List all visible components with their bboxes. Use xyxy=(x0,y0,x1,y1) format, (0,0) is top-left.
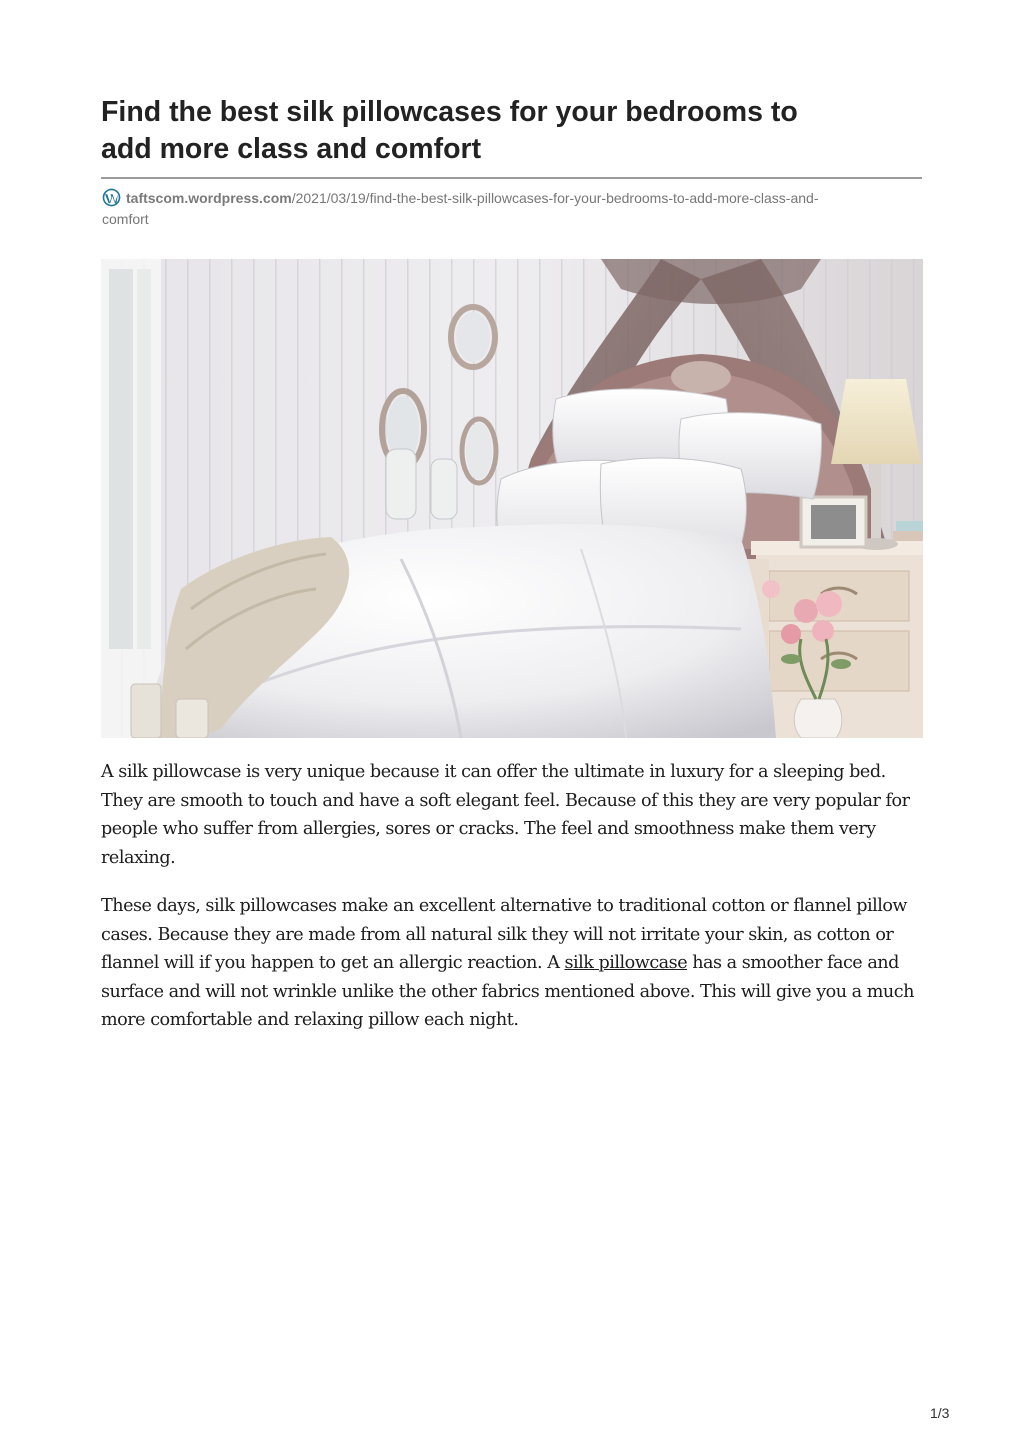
source-domain[interactable]: taftscom.wordpress.com xyxy=(126,190,292,206)
article-title-line-2: add more class and comfort xyxy=(101,133,482,165)
source-url[interactable] xyxy=(102,188,922,230)
title-divider xyxy=(101,177,922,179)
paragraph-2 xyxy=(101,892,923,1035)
bedroom-photo xyxy=(101,259,923,738)
paragraph-2-text-before-link: These days, silk pillowcases make an excellent alternative to traditional cotton or flannel pillow cases. Because they are made from all natural silk they will not irritate your skin, as cotton or flannel will if you happen to get an allergic reaction. A xyxy=(101,896,907,973)
article-title xyxy=(101,94,921,168)
source-path[interactable]: /2021/03/19/find-the-best-silk-pillowcases-for-your-bedrooms-to-add-more-class-and- xyxy=(291,190,819,206)
silk-pillowcase-link[interactable]: silk pillowcase xyxy=(564,953,688,973)
wordpress-icon xyxy=(102,188,121,207)
page-number: 1/3 xyxy=(930,1405,950,1421)
paragraph-2-text-after-link: has a smoother face and surface and will not wrinkle unlike the other fabrics mentioned above. This will give you a much more comfortable and relaxing pillow each night. xyxy=(101,953,914,1030)
article-title-line-1: Find the best silk pillowcases for your bedrooms to xyxy=(101,96,798,128)
paragraph-1: A silk pillowcase is very unique because it can offer the ultimate in luxury for a sleeping bed. They are smooth to touch and have a soft elegant feel. Because of this they are very popular for people who suffer from allergies, sores or cracks. The feel and smoothness make them very relaxing. xyxy=(101,762,910,868)
source-path-continued[interactable]: comfort xyxy=(102,211,149,227)
